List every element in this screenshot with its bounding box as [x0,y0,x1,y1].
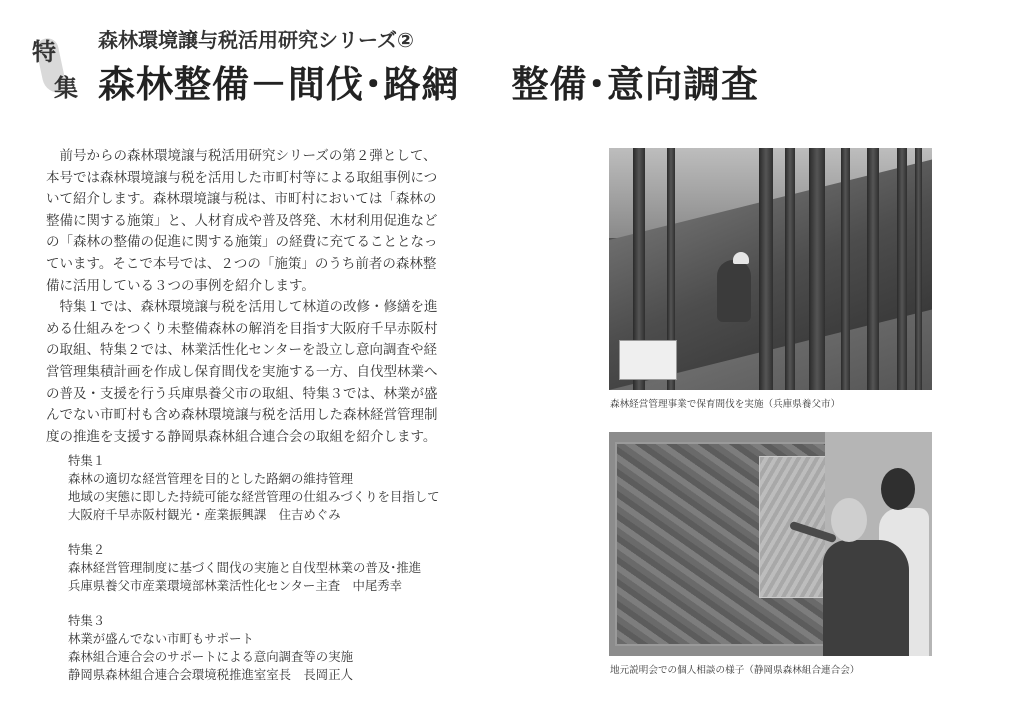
tree-trunk [841,148,850,390]
feature-line: 森林経営管理制度に基づく間伐の実施と自伐型林業の普及･推進 [68,560,422,575]
tree-trunk [897,148,907,390]
series-title: 森林環境譲与税活用研究シリーズ② [98,28,414,52]
feature-line: 地域の実態に即した持続可能な経営管理の仕組みづくりを目指して [68,489,440,504]
intro-paragraph-2: 特集１では、森林環境譲与税を活用して林道の改修・修繕を進める仕組みをつくり未整備森林の解消を目指す大阪府千早赤阪村の取組、特集２では、林業活性化センターを設立し意向調査や経営管理集積計画を作成し保育間伐を実施する一方、自伐型林業への普及・支援を行う兵庫県養父市の取組、特集３では、林業が盛んでない市町村も含め森林環境譲与税を活用した森林経営管理制度の推進を支援する静岡県森林組合連合会の取組を紹介します。 [46,299,438,445]
feature-line: 森林の適切な経営管理を目的とした路網の維持管理 [68,471,353,486]
intro-paragraph-1: 前号からの森林環境譲与税活用研究シリーズの第２弾として、本号では森林環境譲与税を活用した市町村等による取組事例について紹介します。森林環境譲与税は、市町村においては「森林の整備に関する施策」と、人材育成や普及啓発、木材利用促進などの「森林の整備の促進に関する施策」の経費に充てることとなっています。そこで本号では、２つの「施策」のうち前者の森林整備に活用している３つの事例を紹介します。 [46,148,438,294]
feature-author: 兵庫県養父市産業環境部林業活性化センター主査 中尾秀幸 [68,578,403,593]
tree-trunk [867,148,879,390]
feature-heading: 特集１ [68,453,106,468]
photo1-caption: 森林経営管理事業で保育間伐を実施（兵庫県養父市） [610,399,841,410]
feature-line: 森林組合連合会のサポートによる意向調査等の実施 [68,649,353,664]
tree-trunk [809,148,825,390]
resident-head [831,498,867,542]
feature-author: 静岡県森林組合連合会環境税推進室室長 長岡正人 [68,667,353,682]
feature-item-2 [68,541,458,595]
feature-line: 林業が盛んでない市町もサポート [68,631,254,646]
badge-char-toku: 特 [32,38,56,66]
staff-head [881,468,915,510]
photo2-caption: 地元説明会での個人相談の様子（静岡県森林組合連合会） [610,665,860,676]
page-title-part2: 整備･意向調査 [511,63,759,106]
forest-worker [717,260,751,322]
consultation-photo [609,432,932,656]
feature-heading: 特集３ [68,613,106,628]
site-sign [619,340,677,380]
page-title-part1: 森林整備－間伐･路網 [98,63,460,106]
worker-helmet [733,252,749,264]
page-title [98,54,759,108]
feature-author: 大阪府千早赤阪村観光・産業振興課 住吉めぐみ [68,507,341,522]
tree-trunk [785,148,795,390]
tokushu-badge [32,30,84,100]
forest-thinning-photo [609,148,932,390]
feature-list [68,452,458,701]
intro-text [46,146,446,448]
tree-trunk [759,148,773,390]
resident-person [823,540,909,656]
feature-heading: 特集２ [68,542,106,557]
badge-char-shu: 集 [54,74,78,102]
tree-trunk [915,148,922,390]
feature-item-1 [68,452,458,524]
feature-item-3 [68,612,458,684]
